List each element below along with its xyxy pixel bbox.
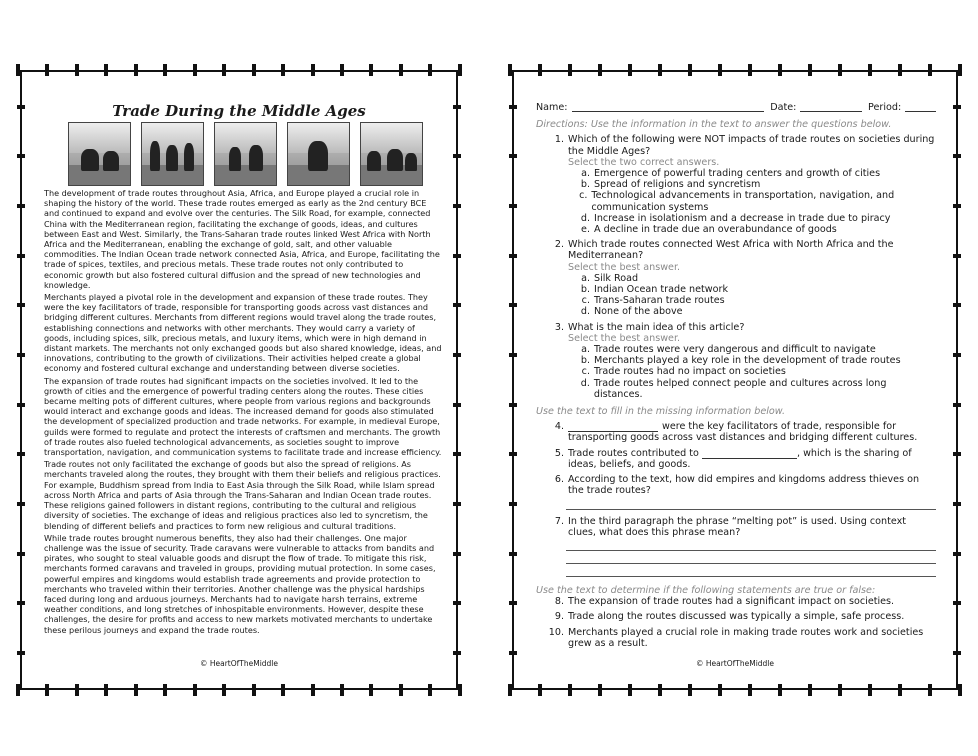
frame-post [453,452,461,456]
question-text: According to the text, how did empires and kingdoms address thieves on the trade routes? [568,474,920,497]
question-4 [536,421,936,443]
frame-post [808,684,812,696]
frame-post [718,684,722,696]
answer-option[interactable]: b. Merchants played a key role in the development of trade routes [580,355,901,367]
frame-post [222,684,226,696]
question-number: 6. [554,474,564,486]
frame-post [953,105,961,109]
frame-post [953,552,961,556]
paragraph: Merchants played a pivotal role in the development and expansion of these trade routes. They were the key facilitators of trade, responsible for transporting goods across vast distances and bridging different cultures. Merchants from different regions would travel along the trade routes, establishing connections and networks with other merchants. They would carry a variety of goods, including spices, silk, precious metals, and luxury items, which were in high demand in distant markets. The merchants not only exchanged goods but also shared knowledge, ideas, and innovations, contributing to the growth of civilizations. Their activities helped create a global economy and fostered cultural exchange and understanding between diverse societies. [44,292,442,374]
frame-post [134,64,138,76]
frame-post [75,64,79,76]
directions-text: Directions: Use the information in the text to answer the questions below. [536,119,892,131]
question-text: Trade routes contributed to [568,447,699,459]
frame-post [509,502,517,506]
frame-post [509,204,517,208]
frame-post [718,64,722,76]
directions-text: Use the text to fill in the missing information below. [536,406,786,418]
frame-post [509,254,517,258]
frame-post [17,502,25,506]
answer-option[interactable]: a. Silk Road [581,272,639,284]
answer-option[interactable]: a. Trade routes were very dangerous and difficult to navigate [581,344,876,356]
frame-post [17,601,25,605]
answer-option[interactable]: a. Emergence of powerful trading centers and growth of cities [581,168,881,180]
city-street-image [214,122,277,186]
question-text: , which is the sharing of ideas, beliefs, and goods. [568,447,912,470]
frame-post [453,601,461,605]
question-5 [536,448,936,470]
frame-post [163,684,167,696]
question-8 [536,596,936,607]
frame-bottom-border [16,684,462,696]
camel-caravan-image [68,122,131,186]
frame-post [75,684,79,696]
paragraph: The expansion of trade routes had significant impacts on the societies involved. It led to the growth of cities and the emergence of powerful trading centers along the routes. These cities became melting pots of different cultures, where people from various regions and backgrounds would interact and exchange goods and ideas. The increased demand for goods also stimulated the development of specialized production and trade networks. For example, in medieval Europe, guilds were formed to regulate and protect the interests of craftsmen and merchants. The growth of trade routes also fueled technological advancements, as societies sought to improve transportation, navigation, and communication systems to facilitate trade and increase efficiency. [44,375,442,458]
frame-post [453,154,461,158]
frame-post [17,651,25,655]
frame-post [163,64,167,76]
answer-option[interactable]: b. Indian Ocean trade network [580,284,728,296]
copyright-footer: © HeartOfTheMiddle [199,659,279,668]
frame-post [898,684,902,696]
question-3 [536,322,936,400]
question-10 [536,627,936,649]
answer-option[interactable]: c. Technological advancements in transportation, navigation, and communication systems [579,190,895,213]
paragraph: Trade routes not only facilitated the exchange of goods but also the spread of religions. As merchants traveled along the routes, they brought with them their beliefs and religious practices. For example, Buddhism spread from India to East Asia through the Silk Road, while Islam spread across North Africa and parts of Asia through the Trans-Saharan and Indian Ocean trade routes. These religions gained followers in distant regions, contributing to the cultural and religious diversity of societies. The exchange of ideas and religious practices also led to syncretism, the blending of different beliefs and practices to form new religious and cultural traditions. [44,459,441,531]
frame-right-border [953,82,961,678]
answer-line[interactable] [566,497,936,510]
question-7 [536,516,936,538]
frame-post [898,64,902,76]
question-number: 5. [554,447,564,459]
name-field[interactable] [572,102,765,112]
fill-in-blank[interactable] [568,422,658,432]
directions-text: Use the text to determine if the following statements are true or false: [536,584,876,596]
frame-post [953,601,961,605]
frame-post [453,502,461,506]
name-label: Name: [536,102,568,113]
question-text: The expansion of trade routes had a significant impact on societies. [568,596,895,608]
frame-post [808,64,812,76]
frame-top-border [16,64,462,76]
frame-post [17,154,25,158]
frame-post [509,552,517,556]
frame-post [369,64,373,76]
frame-post [748,64,752,76]
frame-post [399,684,403,696]
frame-post [104,684,108,696]
marketplace-image [141,122,204,186]
frame-post [928,684,932,696]
paragraph: The development of trade routes throughout Asia, Africa, and Europe played a crucial role in shaping the history of the world. These trade routes emerged as early as the 2nd century BCE and continued to expand and evolve over the centuries. The Silk Road, for example, connected China with the Mediterranean region, facilitating the exchange of goods, ideas, and cultures between East and West. Similarly, the Trans-Saharan trade routes linked West Africa with North Africa and the Mediterranean, enabling the exchange of gold, salt, and other valuable commodities. The Indian Ocean trade network connected Asia, Africa, and Europe, facilitating the trade of spices, textiles, and precious metals. These trade routes not only contributed to economic growth but also fostered cultural diffusion and the spread of new technologies and knowledge. [44,188,440,290]
frame-left-border [509,82,517,678]
question-text: Merchants played a crucial role in making trade routes work and societies grew as a result. [568,626,924,649]
frame-post [953,651,961,655]
frame-post [953,254,961,258]
question-9 [536,611,936,622]
frame-post [509,651,517,655]
frame-post [281,684,285,696]
question-text: Trade along the routes discussed was typically a simple, safe process. [568,611,905,623]
answer-option[interactable]: b. Spread of religions and syncretism [580,179,761,191]
desert-caravan-image [360,122,423,186]
frame-post [369,684,373,696]
question-text: were the key facilitators of trade, responsible for transporting goods across vast distances and bridging different cultures. [568,421,918,444]
question-hint: Select the best answer. [568,332,681,344]
frame-post [458,684,462,696]
question-text: In the third paragraph the phrase “melting pot” is used. Using context clues, what does this phrase mean? [568,515,907,538]
question-number: 8. [554,596,564,608]
frame-post [428,684,432,696]
frame-post [45,64,49,76]
question-number: 2. [554,239,564,251]
frame-post [428,64,432,76]
frame-post [953,502,961,506]
frame-post [17,452,25,456]
frame-post [568,684,572,696]
frame-post [598,64,602,76]
article-body [44,188,444,637]
worksheet-content [536,102,936,649]
mountain-traveler-image [287,122,350,186]
frame-post [928,64,932,76]
fill-in-blank[interactable] [702,449,797,459]
period-label: Period: [868,102,902,113]
question-text: What is the main idea of this article? [568,321,745,333]
question-number: 10. [548,626,564,638]
frame-post [311,64,315,76]
question-number: 7. [554,515,564,527]
frame-post [17,303,25,307]
student-info-row [536,102,936,113]
question-number: 3. [554,321,564,333]
frame-post [838,64,842,76]
question-number: 1. [554,134,564,146]
copyright-footer: © HeartOfTheMiddle [695,659,775,668]
frame-post [17,353,25,357]
frame-left-border [17,82,25,678]
frame-post [838,684,842,696]
frame-post [509,353,517,357]
frame-post [509,154,517,158]
frame-post [509,601,517,605]
frame-post [778,64,782,76]
question-hint: Select the two correct answers. [568,156,720,168]
frame-post [509,105,517,109]
illustration-strip [68,122,423,186]
frame-post [538,684,542,696]
question-number: 9. [554,611,564,623]
question-6 [536,474,936,496]
frame-top-border [508,64,962,76]
frame-post [16,684,20,696]
frame-post [568,64,572,76]
article-title: Trade During the Middle Ages [112,102,366,120]
frame-post [104,64,108,76]
frame-post [598,684,602,696]
period-field[interactable] [905,102,936,112]
frame-post [134,684,138,696]
frame-post [509,303,517,307]
frame-post [628,64,632,76]
frame-post [193,64,197,76]
frame-post [453,552,461,556]
reading-page [20,70,458,690]
frame-bottom-border [508,684,962,696]
frame-post [453,353,461,357]
frame-post [688,684,692,696]
frame-post [508,684,512,696]
frame-post [222,64,226,76]
question-number: 4. [554,421,564,433]
frame-post [399,64,403,76]
answer-option[interactable]: c. Trans-Saharan trade routes [581,295,725,307]
frame-post [45,684,49,696]
answer-option[interactable]: d. Increase in isolationism and a decrease in trade due to piracy [580,212,891,224]
frame-post [17,403,25,407]
question-text: Which of the following were NOT impacts of trade routes on societies during the Middle Ages? [568,134,935,157]
frame-post [453,303,461,307]
frame-post [688,64,692,76]
frame-post [953,154,961,158]
frame-post [453,403,461,407]
frame-post [958,64,962,76]
frame-post [658,684,662,696]
frame-post [252,684,256,696]
answer-option[interactable]: c. Trade routes had no impact on societies [581,366,786,378]
frame-post [252,64,256,76]
questions-page [512,70,958,690]
frame-post [453,254,461,258]
frame-post [281,64,285,76]
frame-post [453,204,461,208]
answer-option[interactable]: e. A decline in trade due an overabundance of goods [581,224,837,236]
frame-post [953,403,961,407]
frame-post [748,684,752,696]
frame-post [658,64,662,76]
date-field[interactable] [800,102,862,112]
frame-post [538,64,542,76]
frame-right-border [453,82,461,678]
question-1 [536,134,936,235]
frame-post [509,452,517,456]
answer-option[interactable]: d. None of the above [580,306,683,318]
frame-post [508,64,512,76]
answer-line[interactable] [566,538,936,551]
frame-post [193,684,197,696]
frame-post [953,452,961,456]
paragraph: While trade routes brought numerous benefits, they also had their challenges. One major challenge was the issue of security. Trade caravans were vulnerable to attacks from bandits and pirates, who sought to steal valuable goods and disrupt the flow of trade. To mitigate this risk, merchants formed caravans and traveled in groups, providing mutual protection. In some cases, powerful empires and kingdoms would establish trade agreements and provide protection to merchants who traveled within their territories. Another challenge was the physical hardships faced during long and arduous journeys. Merchants had to navigate harsh terrains, extreme weather conditions, and long stretches of inhospitable environments. However, despite these challenges, the desire for profits and access to new markets motivated merchants to undertake these perilous journeys and expand the trade routes. [44,532,436,635]
frame-post [16,64,20,76]
frame-post [17,204,25,208]
frame-post [958,684,962,696]
question-hint: Select the best answer. [568,261,681,273]
frame-post [953,204,961,208]
frame-post [340,684,344,696]
frame-post [628,684,632,696]
frame-post [458,64,462,76]
answer-line[interactable] [566,564,936,577]
question-2 [536,239,936,317]
answer-option[interactable]: d. Trade routes helped connect people and cultures across long distances. [580,377,887,400]
frame-post [953,303,961,307]
frame-post [509,403,517,407]
frame-post [953,353,961,357]
frame-post [311,684,315,696]
frame-post [17,552,25,556]
frame-post [453,651,461,655]
frame-post [340,64,344,76]
frame-post [17,254,25,258]
frame-post [868,64,872,76]
question-text: Which trade routes connected West Africa with North Africa and the Mediterranean? [568,239,894,262]
answer-line[interactable] [566,551,936,564]
date-label: Date: [770,102,797,113]
frame-post [868,684,872,696]
frame-post [778,684,782,696]
